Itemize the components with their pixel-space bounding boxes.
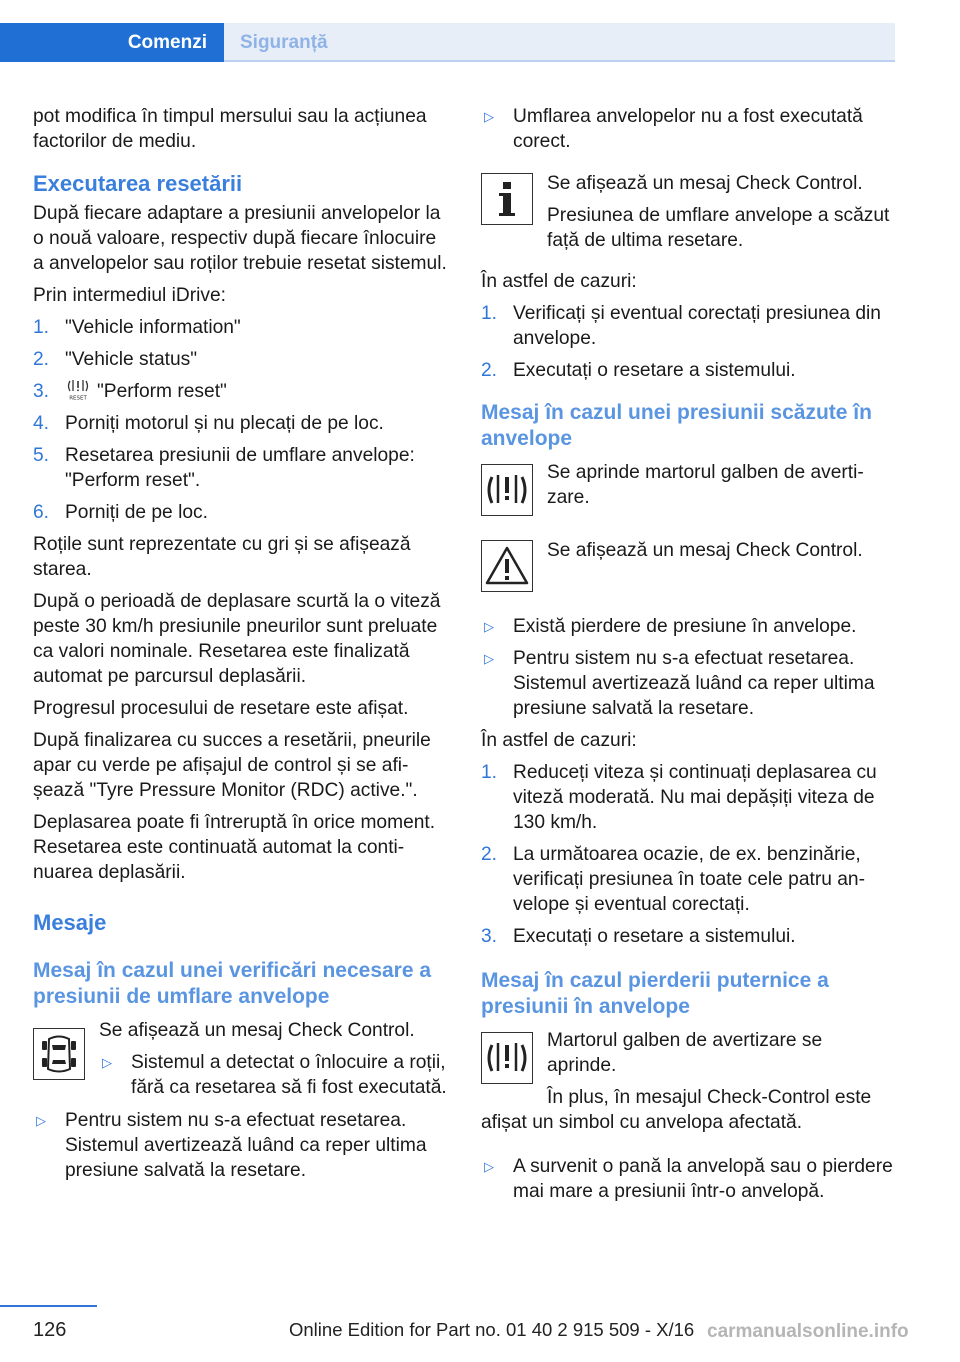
- warning-triangle-text: Se afișează un mesaj Check Control.: [547, 540, 863, 561]
- info-block: [481, 171, 893, 253]
- check-control-text: Se afișează un mesaj Check Control.: [99, 1020, 415, 1041]
- step-number: 4.: [33, 413, 50, 434]
- step-text: Resetarea presiunii de umflare anvelope: "Perform reset".: [65, 445, 415, 491]
- step-number: 5.: [33, 445, 50, 466]
- low-pressure-bullets: [481, 614, 893, 721]
- right-column: [481, 104, 893, 1211]
- step-number: 6.: [33, 502, 50, 523]
- heavy-loss-block: [481, 1028, 893, 1078]
- footer-rule: [0, 1305, 97, 1307]
- step-text: "Perform reset": [97, 381, 227, 402]
- bullet-text: Pentru sistem nu s-a efectuat resetarea. Sistemul avertizează luând ca reper ultima presiune salvată la resetare.: [65, 1110, 427, 1181]
- step-text: La următoarea ocazie, de ex. benzinărie, verificați presiunea în toate cele patru anvelope și eventual corectați.: [513, 844, 865, 915]
- idrive-paragraph: Prin intermediul iDrive:: [33, 285, 226, 306]
- list-item: [33, 500, 448, 525]
- bullet-text: Sistemul a detectat o înlocuire a roții, fără ca resetarea să fi fost executată.: [131, 1052, 447, 1098]
- heavy-loss-bullets: [481, 1154, 893, 1204]
- interrupt-paragraph: Deplasarea poate fi întreruptă în orice moment. Resetarea este continuată automat la continuarea deplasării.: [33, 812, 436, 883]
- bullet-text: Pentru sistem nu s-a efectuat resetarea. Sistemul avertizează luând ca reper ultima presiune salvată la resetare.: [513, 648, 875, 719]
- list-item: [481, 301, 893, 351]
- step-text: Reduceți viteza și continuați deplasarea cu viteză moderată. Nu mai depășiți viteza de 130 km/h.: [513, 762, 877, 833]
- step-number: 1.: [481, 762, 498, 783]
- list-item: [481, 646, 893, 721]
- tab-comenzi[interactable]: Comenzi: [0, 23, 224, 62]
- bullet-text: Există pierdere de presiune în anvelope.: [513, 616, 857, 637]
- cases-paragraph-1: În astfel de cazuri:: [481, 271, 637, 292]
- bullet-triangle-icon: ▷: [36, 1113, 46, 1128]
- warning-triangle-icon: [481, 540, 533, 592]
- heading-reset: Executarea resetării: [33, 171, 243, 196]
- info-text-1: Se afișează un mesaj Check Control.: [547, 173, 863, 194]
- list-item: [481, 614, 893, 639]
- list-item: [481, 1154, 893, 1204]
- bullet-triangle-icon: ▷: [484, 109, 494, 124]
- list-item: [481, 358, 893, 383]
- period-paragraph: După o perioadă de deplasare scurtă la o viteză peste 30 km/h presiunile pneurilor sunt preluate ca valori nominale. Resetarea este finalizată automat pe parcursul deplasării.: [33, 591, 441, 687]
- progress-paragraph: Progresul procesului de resetare este afișat.: [33, 698, 409, 719]
- step-number: 1.: [33, 317, 50, 338]
- bullet-triangle-icon: ▷: [102, 1055, 112, 1070]
- tab-siguranta[interactable]: Siguranță: [224, 23, 895, 62]
- reset-paragraph: După fiecare adaptare a presiunii anvelopelor la o nouă valoare, respectiv după fiecare înlocuire a anvelopelor sau roților trebuie resetat sistemul.: [33, 203, 447, 274]
- step-number: 3.: [33, 381, 50, 402]
- reset-steps-list: [33, 315, 448, 525]
- heavy-loss-text-1: Martorul galben de avertizare se aprinde.: [547, 1030, 823, 1076]
- tpm-reset-icon: [65, 379, 91, 401]
- list-item: [481, 104, 893, 154]
- tire-pressure-warning-icon: [481, 1032, 533, 1084]
- list-item: [481, 760, 893, 835]
- watermark: carmanualsonline.info: [707, 1321, 909, 1342]
- cases-paragraph-2: În astfel de cazuri:: [481, 730, 637, 751]
- cases-list-1: [481, 301, 893, 383]
- heading-heavy-loss: Mesaj în cazul pierderii puternice a presiunii în anvelope: [481, 969, 829, 1018]
- warning-light-block: [481, 460, 893, 520]
- intro-paragraph: pot modifica în timpul mersului sau la acțiunea factorilor de mediu.: [33, 106, 427, 152]
- success-paragraph: După finalizarea cu succes a resetării, pneurile apar cu verde pe afișajul de control și se afișează "Tyre Pressure Monitor (RDC) active.".: [33, 730, 431, 801]
- bullet-triangle-icon: ▷: [484, 1159, 494, 1174]
- step-number: 2.: [33, 349, 50, 370]
- info-text-2: Presiunea de umflare anvelope a scăzut față de ultima resetare.: [547, 205, 890, 251]
- check-control-block: [33, 1018, 448, 1100]
- cases-list-2: [481, 760, 893, 949]
- step-text: "Vehicle information": [65, 317, 241, 338]
- page-number: 126: [33, 1319, 67, 1341]
- tab-underline: [224, 60, 895, 62]
- tire-pressure-warning-icon: [481, 464, 533, 516]
- bullet-text: A survenit o pană la anvelopă sau o pierdere mai mare a presiunii într-o anvelopă.: [513, 1156, 893, 1202]
- step-text: Verificați și eventual corectați presiunea din anvelope.: [513, 303, 881, 349]
- svg-text:RESET: RESET: [69, 395, 87, 401]
- step-text: "Vehicle status": [65, 349, 198, 370]
- edition-line: Online Edition for Part no. 01 40 2 915 509 - X/16: [289, 1319, 695, 1340]
- list-item: [33, 1108, 448, 1183]
- list-item: [33, 379, 448, 404]
- list-item: [33, 443, 448, 493]
- left-column: [33, 104, 448, 1190]
- heavy-loss-text-2: În plus, în mesajul Check-Control este afișat un simbol cu anvelopa afectată.: [481, 1087, 872, 1133]
- warning-light-text: Se aprinde martorul galben de avertizare.: [547, 462, 864, 508]
- step-text: Porniți motorul și nu plecați de pe loc.: [65, 413, 384, 434]
- step-text: Executați o resetare a sistemului.: [513, 360, 796, 381]
- wheels-paragraph: Roțile sunt reprezentate cu gri și se afișează starea.: [33, 534, 411, 580]
- list-item: [33, 411, 448, 436]
- step-number: 3.: [481, 926, 498, 947]
- list-item: [481, 924, 893, 949]
- list-item: [481, 842, 893, 917]
- top-bullet-list: [481, 104, 893, 154]
- heading-check-message: Mesaj în cazul unei verificări necesare a presiunii de umflare anvelope: [33, 959, 432, 1008]
- bullet-triangle-icon: ▷: [484, 651, 494, 666]
- bullet-triangle-icon: ▷: [484, 619, 494, 634]
- info-icon: [481, 173, 533, 225]
- list-item: [33, 347, 448, 372]
- warning-triangle-block: [481, 538, 893, 598]
- heading-messages: Mesaje: [33, 910, 107, 935]
- heading-low-pressure: Mesaj în cazul unei presiunii scăzute în anvelope: [481, 401, 872, 450]
- step-number: 1.: [481, 303, 498, 324]
- step-text: Porniți de pe loc.: [65, 502, 208, 523]
- header-tabs: [0, 23, 895, 62]
- reset-bullet-list: [33, 1108, 448, 1183]
- list-item: [99, 1050, 448, 1100]
- car-tires-icon: [33, 1028, 85, 1080]
- bullet-text: Umflarea anvelopelor nu a fost executată corect.: [513, 106, 863, 152]
- step-number: 2.: [481, 360, 498, 381]
- step-number: 2.: [481, 844, 498, 865]
- check-bullet-list: [99, 1050, 448, 1100]
- list-item: [33, 315, 448, 340]
- step-text: Executați o resetare a sistemului.: [513, 926, 796, 947]
